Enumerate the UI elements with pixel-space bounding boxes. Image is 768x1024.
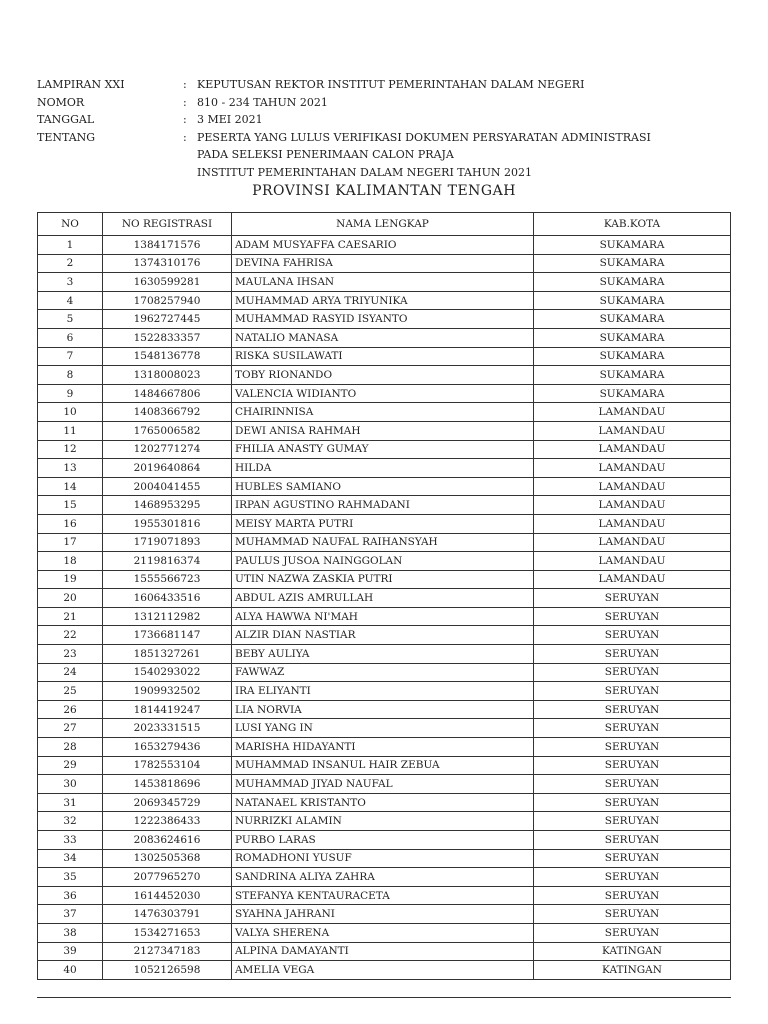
- table-row: [38, 514, 731, 533]
- table-row: [38, 384, 731, 403]
- cell-name: IRA ELIYANTI: [232, 682, 534, 701]
- cell-regency: LAMANDAU: [534, 552, 731, 571]
- header-value: [197, 76, 737, 94]
- cell-no: 7: [38, 347, 103, 366]
- cell-registration: 1653279436: [103, 738, 232, 757]
- header-label: NOMOR: [37, 95, 85, 109]
- table-row: [38, 310, 731, 329]
- cell-registration: 1955301816: [103, 514, 232, 533]
- table-row: [38, 700, 731, 719]
- header-value-line: 810 - 234 TAHUN 2021: [197, 95, 328, 109]
- cell-no: 11: [38, 421, 103, 440]
- cell-name: NATANAEL KRISTANTO: [232, 793, 534, 812]
- table-row: [38, 719, 731, 738]
- cell-regency: LAMANDAU: [534, 533, 731, 552]
- cell-registration: 1555566723: [103, 570, 232, 589]
- cell-name: VALYA SHERENA: [232, 923, 534, 942]
- cell-regency: SERUYAN: [534, 812, 731, 831]
- cell-name: SYAHNA JAHRANI: [232, 905, 534, 924]
- header-label: LAMPIRAN XXI: [37, 78, 125, 91]
- cell-registration: 1476303791: [103, 905, 232, 924]
- cell-registration: 1468953295: [103, 496, 232, 515]
- cell-regency: SERUYAN: [534, 793, 731, 812]
- cell-name: MUHAMMAD RASYID ISYANTO: [232, 310, 534, 329]
- cell-no: 33: [38, 831, 103, 850]
- cell-regency: SUKAMARA: [534, 384, 731, 403]
- cell-no: 18: [38, 552, 103, 571]
- table-row: [38, 273, 731, 292]
- cell-name: ALYA HAWWA NI'MAH: [232, 607, 534, 626]
- cell-no: 21: [38, 607, 103, 626]
- cell-regency: SERUYAN: [534, 905, 731, 924]
- cell-regency: SERUYAN: [534, 663, 731, 682]
- cell-registration: 2019640864: [103, 459, 232, 478]
- cell-no: 26: [38, 700, 103, 719]
- cell-registration: 2023331515: [103, 719, 232, 738]
- cell-registration: 2083624616: [103, 831, 232, 850]
- cell-no: 29: [38, 756, 103, 775]
- header-row: [37, 94, 737, 112]
- cell-name: HUBLES SAMIANO: [232, 477, 534, 496]
- table-row: [38, 236, 731, 255]
- table-row: [38, 942, 731, 961]
- cell-registration: 1909932502: [103, 682, 232, 701]
- cell-registration: 1374310176: [103, 254, 232, 273]
- cell-registration: 1318008023: [103, 366, 232, 385]
- cell-name: AMELIA VEGA: [232, 961, 534, 980]
- cell-no: 9: [38, 384, 103, 403]
- table-row: [38, 347, 731, 366]
- cell-regency: SUKAMARA: [534, 366, 731, 385]
- cell-registration: 1962727445: [103, 310, 232, 329]
- cell-name: LIA NORVIA: [232, 700, 534, 719]
- header-label: TENTANG: [37, 130, 96, 144]
- cell-no: 10: [38, 403, 103, 422]
- table-row: [38, 589, 731, 608]
- cell-name: MUHAMMAD ARYA TRIYUNIKA: [232, 291, 534, 310]
- table-row: [38, 570, 731, 589]
- cell-no: 17: [38, 533, 103, 552]
- table-row: [38, 496, 731, 515]
- cell-registration: 1052126598: [103, 961, 232, 980]
- cell-regency: KATINGAN: [534, 961, 731, 980]
- cell-regency: SUKAMARA: [534, 310, 731, 329]
- cell-regency: SERUYAN: [534, 831, 731, 850]
- cell-regency: LAMANDAU: [534, 496, 731, 515]
- cell-registration: 1540293022: [103, 663, 232, 682]
- table-row: [38, 440, 731, 459]
- cell-name: UTIN NAZWA ZASKIA PUTRI: [232, 570, 534, 589]
- cell-registration: 1534271653: [103, 923, 232, 942]
- cell-regency: SERUYAN: [534, 607, 731, 626]
- cell-registration: 2077965270: [103, 868, 232, 887]
- table-row: [38, 905, 731, 924]
- cell-registration: 1630599281: [103, 273, 232, 292]
- cell-no: 22: [38, 626, 103, 645]
- cell-regency: SUKAMARA: [534, 291, 731, 310]
- cell-no: 31: [38, 793, 103, 812]
- cell-regency: SUKAMARA: [534, 273, 731, 292]
- cell-regency: SERUYAN: [534, 738, 731, 757]
- table-row: [38, 552, 731, 571]
- header-row: [37, 111, 737, 129]
- province-title: PROVINSI KALIMANTAN TENGAH: [252, 183, 516, 199]
- cell-registration: 1522833357: [103, 328, 232, 347]
- cell-no: 4: [38, 291, 103, 310]
- cell-registration: 1814419247: [103, 700, 232, 719]
- table-row: [38, 775, 731, 794]
- header-row: [37, 76, 737, 94]
- cell-registration: 1548136778: [103, 347, 232, 366]
- cell-no: 2: [38, 254, 103, 273]
- cell-regency: SERUYAN: [534, 756, 731, 775]
- cell-name: PURBO LARAS: [232, 831, 534, 850]
- cell-regency: LAMANDAU: [534, 514, 731, 533]
- header-label: TANGGAL: [37, 113, 95, 126]
- table-row: [38, 533, 731, 552]
- cell-name: DEWI ANISA RAHMAH: [232, 421, 534, 440]
- header-value: [197, 129, 737, 182]
- cell-regency: LAMANDAU: [534, 459, 731, 478]
- cell-no: 3: [38, 273, 103, 292]
- cell-registration: 1202771274: [103, 440, 232, 459]
- cell-regency: LAMANDAU: [534, 440, 731, 459]
- cell-no: 38: [38, 923, 103, 942]
- cell-no: 12: [38, 440, 103, 459]
- header-colon: :: [183, 113, 187, 126]
- cell-no: 1: [38, 236, 103, 255]
- cell-regency: LAMANDAU: [534, 421, 731, 440]
- cell-regency: SUKAMARA: [534, 236, 731, 255]
- cell-regency: SERUYAN: [534, 868, 731, 887]
- table-row: [38, 682, 731, 701]
- participants-table: [37, 212, 731, 980]
- cell-registration: 1851327261: [103, 645, 232, 664]
- cell-registration: 2119816374: [103, 552, 232, 571]
- header-colon: :: [183, 78, 187, 91]
- cell-no: 23: [38, 645, 103, 664]
- cell-no: 40: [38, 961, 103, 980]
- cell-registration: 1302505368: [103, 849, 232, 868]
- column-header-registration: NO REGISTRASI: [103, 213, 232, 236]
- cell-regency: SUKAMARA: [534, 254, 731, 273]
- cell-name: MUHAMMAD NAUFAL RAIHANSYAH: [232, 533, 534, 552]
- cell-no: 24: [38, 663, 103, 682]
- cell-no: 6: [38, 328, 103, 347]
- cell-name: IRPAN AGUSTINO RAHMADANI: [232, 496, 534, 515]
- header-colon: :: [183, 95, 187, 109]
- table-row: [38, 421, 731, 440]
- cell-name: NURRIZKI ALAMIN: [232, 812, 534, 831]
- table-row: [38, 645, 731, 664]
- cell-regency: SERUYAN: [534, 719, 731, 738]
- cell-name: CHAIRINNISA: [232, 403, 534, 422]
- cell-regency: SERUYAN: [534, 682, 731, 701]
- cell-registration: 2004041455: [103, 477, 232, 496]
- table-row: [38, 923, 731, 942]
- cell-regency: LAMANDAU: [534, 570, 731, 589]
- table-row: [38, 756, 731, 775]
- table-row: [38, 254, 731, 273]
- cell-name: DEVINA FAHRISA: [232, 254, 534, 273]
- cell-no: 30: [38, 775, 103, 794]
- cell-regency: SERUYAN: [534, 589, 731, 608]
- cell-name: FAWWAZ: [232, 663, 534, 682]
- cell-regency: SUKAMARA: [534, 328, 731, 347]
- cell-name: MUHAMMAD JIYAD NAUFAL: [232, 775, 534, 794]
- cell-no: 8: [38, 366, 103, 385]
- cell-no: 15: [38, 496, 103, 515]
- cell-regency: SERUYAN: [534, 645, 731, 664]
- table-row: [38, 961, 731, 980]
- cell-no: 32: [38, 812, 103, 831]
- cell-name: HILDA: [232, 459, 534, 478]
- table-row: [38, 459, 731, 478]
- table-body: [38, 236, 731, 980]
- header-value-line: 3 MEI 2021: [197, 113, 263, 126]
- cell-no: 25: [38, 682, 103, 701]
- cell-no: 34: [38, 849, 103, 868]
- cell-regency: SERUYAN: [534, 923, 731, 942]
- cell-no: 16: [38, 514, 103, 533]
- header-value-line: KEPUTUSAN REKTOR INSTITUT PEMERINTAHAN DALAM NEGERI: [197, 78, 585, 91]
- header-value-line: INSTITUT PEMERINTAHAN DALAM NEGERI TAHUN 2021: [197, 165, 532, 179]
- cell-name: ALPINA DAMAYANTI: [232, 942, 534, 961]
- cell-no: 37: [38, 905, 103, 924]
- table-row: [38, 291, 731, 310]
- cell-name: MARISHA HIDAYANTI: [232, 738, 534, 757]
- cell-name: ALZIR DIAN NASTIAR: [232, 626, 534, 645]
- column-header-no: NO: [38, 213, 103, 236]
- cell-no: 5: [38, 310, 103, 329]
- cell-no: 27: [38, 719, 103, 738]
- table-row: [38, 868, 731, 887]
- cell-regency: KATINGAN: [534, 942, 731, 961]
- table-row: [38, 607, 731, 626]
- header-value: [197, 111, 737, 129]
- table-row: [38, 831, 731, 850]
- cell-name: SANDRINA ALIYA ZAHRA: [232, 868, 534, 887]
- cell-regency: SERUYAN: [534, 849, 731, 868]
- cell-no: 14: [38, 477, 103, 496]
- cell-regency: LAMANDAU: [534, 477, 731, 496]
- cell-registration: 1312112982: [103, 607, 232, 626]
- cell-regency: SERUYAN: [534, 700, 731, 719]
- cell-regency: SUKAMARA: [534, 347, 731, 366]
- header-value-line: PESERTA YANG LULUS VERIFIKASI DOKUMEN PERSYARATAN ADMINISTRASI: [197, 130, 651, 144]
- cell-name: NATALIO MANASA: [232, 328, 534, 347]
- table-row: [38, 366, 731, 385]
- cell-name: TOBY RIONANDO: [232, 366, 534, 385]
- footer-divider: [37, 997, 731, 998]
- cell-registration: 1453818696: [103, 775, 232, 794]
- cell-no: 19: [38, 570, 103, 589]
- cell-name: STEFANYA KENTAURACETA: [232, 886, 534, 905]
- table-header-row: [38, 213, 731, 236]
- cell-registration: 1736681147: [103, 626, 232, 645]
- table-row: [38, 886, 731, 905]
- cell-registration: 1484667806: [103, 384, 232, 403]
- cell-registration: 1765006582: [103, 421, 232, 440]
- column-header-name: NAMA LENGKAP: [232, 213, 534, 236]
- cell-regency: SERUYAN: [534, 626, 731, 645]
- cell-registration: 2069345729: [103, 793, 232, 812]
- cell-name: LUSI YANG IN: [232, 719, 534, 738]
- cell-name: ADAM MUSYAFFA CAESARIO: [232, 236, 534, 255]
- column-header-regency: KAB.KOTA: [534, 213, 731, 236]
- table-row: [38, 812, 731, 831]
- cell-registration: 2127347183: [103, 942, 232, 961]
- header-colon: :: [183, 130, 187, 144]
- cell-registration: 1408366792: [103, 403, 232, 422]
- cell-name: RISKA SUSILAWATI: [232, 347, 534, 366]
- cell-no: 39: [38, 942, 103, 961]
- table-row: [38, 626, 731, 645]
- header-row: [37, 129, 737, 182]
- cell-name: MEISY MARTA PUTRI: [232, 514, 534, 533]
- cell-no: 13: [38, 459, 103, 478]
- table-row: [38, 849, 731, 868]
- table-row: [38, 328, 731, 347]
- cell-registration: 1384171576: [103, 236, 232, 255]
- cell-registration: 1719071893: [103, 533, 232, 552]
- table-row: [38, 793, 731, 812]
- cell-registration: 1708257940: [103, 291, 232, 310]
- cell-registration: 1782553104: [103, 756, 232, 775]
- header-value-line: PADA SELEKSI PENERIMAAN CALON PRAJA: [197, 148, 454, 161]
- document-header: [37, 76, 737, 181]
- table-row: [38, 663, 731, 682]
- table-row: [38, 403, 731, 422]
- header-value: [197, 94, 737, 112]
- cell-registration: 1222386433: [103, 812, 232, 831]
- cell-name: ABDUL AZIS AMRULLAH: [232, 589, 534, 608]
- cell-name: VALENCIA WIDIANTO: [232, 384, 534, 403]
- cell-no: 35: [38, 868, 103, 887]
- cell-regency: SERUYAN: [534, 775, 731, 794]
- table-row: [38, 738, 731, 757]
- cell-regency: LAMANDAU: [534, 403, 731, 422]
- cell-regency: SERUYAN: [534, 886, 731, 905]
- cell-no: 36: [38, 886, 103, 905]
- cell-name: MUHAMMAD INSANUL HAIR ZEBUA: [232, 756, 534, 775]
- cell-name: FHILIA ANASTY GUMAY: [232, 440, 534, 459]
- cell-name: ROMADHONI YUSUF: [232, 849, 534, 868]
- cell-name: PAULUS JUSOA NAINGGOLAN: [232, 552, 534, 571]
- cell-name: MAULANA IHSAN: [232, 273, 534, 292]
- cell-registration: 1606433516: [103, 589, 232, 608]
- table-row: [38, 477, 731, 496]
- cell-no: 20: [38, 589, 103, 608]
- cell-registration: 1614452030: [103, 886, 232, 905]
- cell-no: 28: [38, 738, 103, 757]
- cell-name: BEBY AULIYA: [232, 645, 534, 664]
